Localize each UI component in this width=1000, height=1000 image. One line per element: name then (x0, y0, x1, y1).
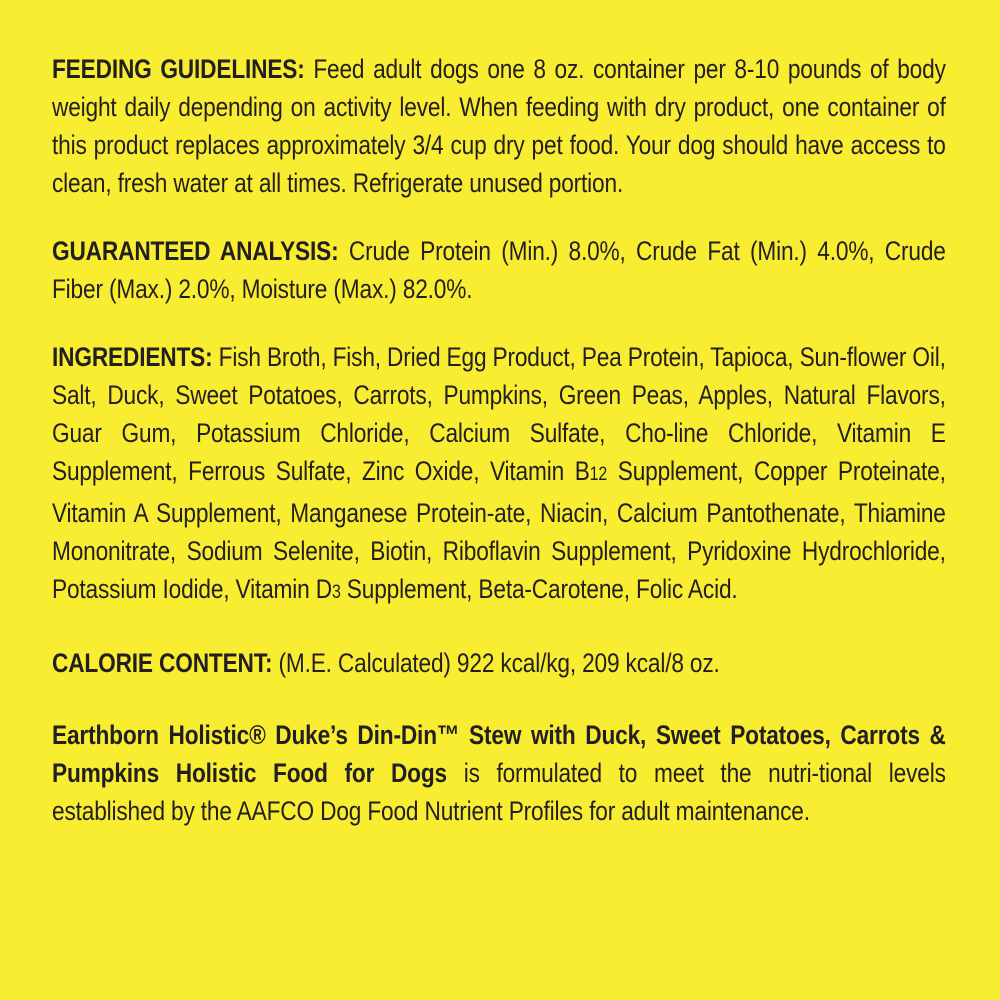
ingredients-heading: INGREDIENTS: (52, 342, 213, 372)
aafco-statement-section (52, 716, 946, 830)
product-name: Earthborn Holistic® Duke’s Din-Din™ Stew with Duck, Sweet Potatoes, Carrots & Pumpkins Holistic Food for Dogs (52, 720, 946, 788)
feeding-guidelines-heading: FEEDING GUIDELINES: (52, 54, 305, 84)
ingredients-text-part3: Supplement, Beta-Carotene, Folic Acid. (340, 574, 738, 604)
aafco-statement-text: is formulated to meet the nutri-tional levels established by the AAFCO Dog Food Nutrient Profiles for adult maintenance. (52, 758, 946, 826)
vitamin-d3-subscript: 3 (331, 582, 341, 603)
ingredients-section (52, 338, 946, 612)
feeding-guidelines-text: Feed adult dogs one 8 oz. container per 8-10 pounds of body weight daily depending on activity level. When feeding with dry product, one container of this product replaces approximately 3/4 cup dry pet food. Your dog should have access to clean, fresh water at all times. Refrigerate unused portion. (52, 54, 946, 198)
ingredients-text-part1: Fish Broth, Fish, Dried Egg Product, Pea Protein, Tapioca, Sun-flower Oil, Salt, Duck, Sweet Potatoes, Carrots, Pumpkins, Green Peas, Apples, Natural Flavors, Guar Gum, Potassium Chloride, Calcium Sulfate, Cho-line Chloride, Vitamin E Supplement, Ferrous Sulfate, Zinc Oxide, Vitamin B (52, 342, 946, 486)
calorie-content-text: (M.E. Calculated) 922 kcal/kg, 209 kcal/8 oz. (272, 648, 720, 678)
guaranteed-analysis-section (52, 232, 946, 308)
ingredients-text-part2: Supplement, Copper Proteinate, Vitamin A Supplement, Manganese Protein-ate, Niacin, Calcium Pantothenate, Thiamine Mononitrate, Sodium Selenite, Biotin, Riboflavin Supplement, Pyridoxine Hydrochloride, Potassium Iodide, Vitamin D (52, 456, 946, 604)
guaranteed-analysis-heading: GUARANTEED ANALYSIS: (52, 236, 339, 266)
vitamin-b12-subscript: 12 (589, 464, 608, 485)
calorie-content-section (52, 644, 946, 682)
calorie-content-heading: CALORIE CONTENT: (52, 648, 273, 678)
guaranteed-analysis-text: Crude Protein (Min.) 8.0%, Crude Fat (Min.) 4.0%, Crude Fiber (Max.) 2.0%, Moisture (Max.) 82.0%. (52, 236, 946, 304)
feeding-guidelines-section (52, 50, 946, 202)
